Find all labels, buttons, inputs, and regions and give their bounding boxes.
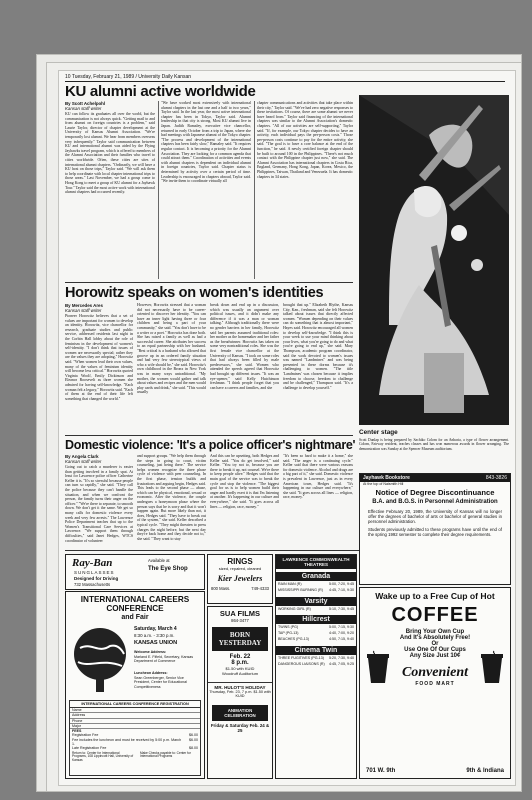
rayban-available: Available at (148, 558, 170, 563)
movie-listing (276, 587, 356, 593)
fee-label: Registration Fee (72, 733, 99, 738)
story2-role: Kansan staff writer (65, 308, 102, 313)
story3-role: Kansan staff writer (65, 459, 102, 464)
theatres-brand: LAWRENCE COMMONWEALTH THEATRES (276, 555, 356, 569)
convenient-food-mart-coffee-ad (359, 587, 511, 779)
coffee-headline: Wake up to a Free Cup of Hot (375, 591, 495, 601)
theatre-venue: Granada (276, 572, 356, 581)
international-careers-ad (65, 591, 205, 779)
photo-caption-title: Center stage (359, 429, 398, 436)
jayhawk-bookstore-notice-ad (359, 473, 511, 585)
rings-address: 800 Mass. (211, 586, 231, 591)
story2-author: By Mercedes Ares (65, 303, 103, 308)
story1-role: Kansan staff writer (65, 106, 102, 111)
story3-author: By Angela Clark (65, 454, 99, 459)
notice-title: Notice of Degree Discontinuance (375, 488, 495, 498)
careers-and-fair: and Fair (121, 614, 149, 621)
coffee-line-4: Any Size Just 10¢ (409, 652, 461, 659)
convenient-brand-sub: FOOD MART (415, 680, 455, 687)
careers-welcome-speaker: Marland E. Fifield, Secretary, Kansas Department of Commerce (134, 655, 194, 664)
movie-times: 5:10, 7:30, 9:45 (329, 606, 354, 611)
careers-date: Saturday, March 4 (134, 626, 177, 632)
careers-lunch-speaker: Sean Greenberger, Senior Vice President, Center for Educational Competitiveness (134, 676, 187, 689)
movie-title: TWINS (PG) (278, 624, 299, 629)
rayban-brand: Ray-Ban (72, 557, 113, 569)
form-fee-row (70, 738, 200, 747)
sua-film-date: Feb. 22 (229, 654, 251, 660)
rayban-sunglasses-ad (65, 554, 205, 590)
coffee-big-word: COFFEE (391, 603, 479, 626)
story1-column-2: "We have worked most extensively with international alumni chapters in the last one and a half to two years," Taylor said. In the last year, the most active international chapter has been in Tokyo, Taylor said. Alumni leadership in that city is strong. Most KU alumni live in Japan. Judith Ramaley, executive vice chancellor, returned in early October from a trip to Japan, where she had meetings with Japanese alumni of the Tokyo chapter. "The process and development of the international chapters has been fairly slow," Ramaley said. "It requires regular contact. It is becoming a priority for the Alumni Association. They are looking for a common agenda that could attract them." Coordination of activities and events with alumni chapters is dependent on individual alumni in foreign countries, Taylor said. Chapter status is determined by activity over a certain period of time. Leadership is encouraged in chapters abroad, Taylor said. "We invite them to coordinate virtually all (161, 101, 251, 184)
story2-column-4: brought that up." Elizabeth Blythe, Kansas City, Kan., freshman, said she felt Horowitz talked about issues that directly affected women. "Women depending on their values can do something that is almost important," Hayes said. Horowitz encouraged all women to develop self-knowledge. "I think this is your week to use your mind thinking about your lives, what you're going to do and what you're going to end up," she said. Mary Thompson, academic program coordinator, said the work devoted to women's issues was named "Landmines" and was being presented in these dorms because it's challenging to women. "The title 'Landmines' was chosen because it implies freedom to choose, freedom to challenge and be challenged," Thompson said. "It's a challenge to develop yourself." (283, 303, 353, 390)
kier-rings-ad (207, 554, 273, 604)
story2-column-3: break down and end up in a discussion, which was usually an argument over political issues, and it didn't make any difference if it was a man or woman talking." Although traditionally there were no gender barriers in her family, Horowitz said her parents assumed traditional roles: her mother as the homemaker and her father as the breadwinner. Horowitz has taken on some very nontraditional roles. She was the first female vice chancellor at the University of Kansas. "I took on some roles that had always been filled by male predecessors," she said. Women who attended the speech agreed that Horowitz had brought up different issues. "It was an eye-opener," said Kelly Hutchinson freshman. "I think people forget that you can have a careers and families, and she (210, 303, 279, 390)
sua-film3-info: Friday & Saturday Feb. 24 & 25 (210, 722, 270, 733)
sua-org: SUA FILMS (219, 609, 261, 618)
sua-film-venue: Woodruff Auditorium (221, 671, 259, 676)
notice-paragraph-1: Effective February 20, 1989, the University of Kansas will no longer offer the degrees of bachelor of arts or bachelor of general studies in personnel administration. (368, 508, 502, 524)
rings-contact (208, 583, 272, 591)
commonwealth-theatres-ad (275, 554, 357, 779)
movie-title: MISSISSIPPI BURNING (R) (278, 588, 323, 593)
center-stage-photo (359, 95, 509, 425)
fee-amount: $8.00 (189, 746, 198, 751)
rings-services: sized, repaired, cleaned (218, 566, 262, 571)
coffee-location (366, 768, 504, 774)
movie-times: 4:45, 7:05, 9:25 (329, 662, 354, 667)
fee-amount: $6.00 (189, 737, 198, 742)
coffee-or: Or (431, 640, 439, 647)
rings-title: RINGS (227, 557, 253, 566)
column-divider (254, 101, 255, 279)
sua-phone: 864-3477 (231, 618, 249, 623)
story2-column-2: However, Horowitz stressed that a woman did not necessarily have to be career-oriented to discover her identity. "You can have an inner light having three or four children and being a part of your community," she said. "You don't have to be a writer or a poet." Horowitz has done both. She has raised a family as well as had a successful career. She attributes her success to an equal partnership with her husband. "Best critical is a husband who allowed that groove up in an ordered family situation and had very few stereotypical views of who a wife should be," she said. Horowitz's own childhood in the Bronx in New York was in many ways untraditional. "My mother, the women would gather and talk about values and recipes and the men would play cards and drink," she said. "This would usually (137, 303, 206, 395)
story3-headline: Domestic violence: 'It's a police officer's nightmare' (65, 438, 356, 452)
form-field-label: Address (72, 713, 86, 718)
coffee-line-3: Use One Of Our Cups (404, 646, 466, 653)
theatre-venue: Cinema Twin (276, 646, 356, 655)
bookstore-hours: At the top of Naismith Hill (363, 482, 404, 486)
form-return-address: Return to: Center for International Programs, 108 Lippincott Hall, University of Kansas (72, 750, 134, 763)
form-field-label: Name (72, 708, 82, 712)
rings-store: Kier Jewelers (217, 574, 263, 583)
coffee-corner: 9th & Indiana (466, 768, 504, 774)
flower-arrangement-photo-illustration (359, 95, 509, 425)
story1-column-3: chapter communications and activities that take place within their city," Taylor said. "We've had zero negative responses to these invitations. Of course, there are some alumni we never have heard from." Taylor said financing of the international chapters was similar to the Alumni Association's domestic chapters. "All of our activities are self-supporting," Taylor said. "If, for example, our Tokyo chapter decides to have an activity, each individual pays the per-person costs." Those per-person costs continue to pay for the entire activity, she said. "The goal is to have a core balance at the end of the function," he said. A newly certified foreign chapter should be built to around 100 in the Philippines. "There's not much contact with the Philippine chapter just now," she said. The Alumni Association has international chapters in Costa Rica, England, Germany, Hong Kong, Japan, Korea, Mexico, the Philippines, Taiwan, Thailand and Venezuela. It has domestic chapters in 34 states. (257, 101, 353, 179)
rayban-tagline: Designed for Driving (74, 576, 119, 581)
story1-column-1: KU can follow its graduates all over the world, but the communication is not always quick. "Getting mail to and from alumni on foreign countries is a problem," said Laurie Taylor, director of chapter development at the University of Kansas Alumni Association. "We're temporarily lost alumni. We hear from members overseas very infrequently." Taylor said communication between KU and international alumni was aided by the Flying Jayhawks travel program, which is offered to members of the Alumni Association and their families who travel to cities worldwide. Often, these cities are sites of international alumni chapters. "Ordinarily, we will have a KU host on those trips," Taylor said. "We will ask them to help coordinate with local chapter international trips to those areas." Last November, we had a group come to Hong Kong to meet a group of KU alumni for a Jayhawk Tour." Taylor said the most active work with international alumni chapters had occurred recently. (65, 112, 155, 195)
sua-film2-title: MR. HULOT'S HOLIDAY (208, 682, 272, 690)
story-separator (65, 435, 353, 436)
story-separator (65, 282, 353, 283)
story3-column-4: "It's been so hard to make it a home," she said. "The anger is a continuing cycle." Keller said that there were various reasons for domestic violence. Alcohol and drugs are a big part of it," she said. Domestic violence is prevalent in Lawrence, just as in every American town, Hedges said. "It's happening in our culture and everywhere," she said. "It goes across all lines — religion, race, money." (283, 454, 353, 500)
form-fees-label: FEES (72, 729, 82, 734)
story3-column-3: And this can be upsetting, both Hedges and Keller said. "You do get involved," said Keller. "You try not to, because you are there to break it up, not counsel. We're there to keep people alive." Hedges said that the main goal of the service was to break the cycle and stop the violence. "The biggest goal for us is to help women build their anger and hardly exert it is that I'm listening at another. It's happening in our culture and everywhere," she said. "It goes across all lines — religion, race, money." (210, 454, 279, 509)
story1-author: By Scott Achelpohl (65, 101, 106, 106)
story3-column-2: and support groups. "We help them through the steps in going to court, victim counseling, just being there." The service helps women recognize the three phase cycle of violence with peer counseling. In the first phase, tension builds and frustrations and arguing begin, Hedges said. This leads to the second phase — abuse, which can be physical, emotional, sexual or economic. After the violence, the couple undergoes a honeymoon phase where the person says that he is sorry and that it won't happen again. But more likely than not, it does, Hedges said. "They have to break out of the system," she said. Keller described a typical cycle. "They might threaten to press charges the night before, but the next day they're back home and they decide not to," she said. "They want to stay (137, 454, 206, 541)
movie-times: 4:50, 7:15, 9:40 (329, 637, 354, 642)
movie-title: WORKING GIRL (R) (278, 606, 311, 611)
rayban-store: The Eye Shop (148, 566, 188, 572)
form-field-label: Phone (72, 718, 83, 723)
movie-listing (276, 606, 356, 612)
movie-listing (276, 636, 356, 642)
story3-column-1: Going out to catch a murderer is easier than getting involved in a family spat. At least for Lawrence police officer Catherine Keller it is. "It's so stressful because people can turn so rapidly," she said. "They call the police because they can't handle the situation, and when we confront the person, the family turns their anger on the officer." "We're there to separate, to smooth down. We don't get it the same. We get so many calls for domestic violence every week and very few arrests." The Lawrence Police Department teaches that up to the Women's Transitional Care Services at Lawrence. "We support them through difficulties," said Janet Hedges, WTCS coordinator of volunteer (65, 465, 133, 543)
sua-film-time: 8 p.m. (231, 660, 249, 666)
theatre-venue: Varsity (276, 597, 356, 606)
bookstore-phone: 843-3826 (485, 475, 507, 481)
careers-place: KANSAS UNION (134, 640, 178, 646)
story2-column-1: Pioneer Horowitz believes that a set of values are important for women to develop an identity. Horowitz, vice chancellor for research, graduate studies and public service, addressed residents last night in the Corbin Hall lobby about the role of feminism in the development of women's self-identity. "I don't think that issues of women are necessarily special; rather they are the values they are adopting," Horowitz said. "When women lead their own values, many of the values of feminism identity will become less critical." Horowitz quoted Virginia Woolf, Emily Dickinson and Eleanor Roosevelt as three women she admired for having self-knowledge. "Each woman felt a legacy," Horowitz said. "Each of them at the end of their life left something that changed the world." (65, 314, 133, 401)
movie-title: RAIN MAN (R) (278, 582, 302, 586)
fee-label: Late Registration Fee (72, 746, 107, 751)
sua-films-ad (207, 606, 273, 779)
movie-listing (276, 661, 356, 667)
coffee-address: 701 W. 9th (366, 768, 396, 774)
careers-welcome-label: Welcome Address: (134, 650, 167, 654)
newspaper-page (58, 70, 516, 786)
theatre-venue: Hillcrest (276, 615, 356, 624)
story2-headline: Horowitz speaks on women's identities (65, 285, 324, 301)
fee-label: Fee includes the luncheon and must be received by 5:00 p.m. March 1. (72, 737, 182, 747)
story1-byline (65, 101, 105, 111)
globe-figure-icon (70, 624, 130, 694)
rings-phone: 749-4333 (251, 586, 269, 591)
movie-title: THREE FUGITIVES (PG-13) (278, 655, 324, 660)
movie-title: BEACHES (PG-13) (278, 637, 309, 642)
coffee-cup-icon (479, 650, 505, 684)
convenient-brand: Convenient (401, 664, 469, 680)
careers-registration-form (69, 700, 201, 776)
coffee-line-2: And It's Absolutely Free! (399, 634, 471, 641)
form-payable-note: Make Checks payable to: Center for International Programs (140, 750, 191, 759)
movie-times: 5:00, 7:15, 9:30 (329, 624, 354, 629)
movie-title: TAP (PG-13) (278, 631, 299, 636)
careers-lunch-label: Luncheon Address: (134, 671, 168, 675)
notice-paragraph-2: Students previously admitted to these programs have until the end of the spring 1992 semester to complete their degree requirements. (368, 526, 502, 537)
fee-amount: $6.00 (189, 733, 198, 738)
bookstore-header (360, 474, 510, 482)
form-field-label: Major (72, 723, 81, 728)
movie-title: DANGEROUS LIAISONS (R) (278, 662, 325, 667)
story3-byline (65, 454, 101, 464)
column-divider (158, 101, 159, 279)
careers-time: 8:30 a.m. - 3:30 p.m. (134, 633, 175, 638)
sua-film3-title: ANIMATION CELEBRATION (212, 705, 268, 721)
photo-caption-text: Scott Dunlap is being prepared by Sachiko Colom for an Anbaria, a type of flower arrangement. Colom, Fairway resident, teaches classes and has won numerous awards in flower arranging. The demonstration was Sunday at the Spencer Museum auditorium. (359, 438, 509, 451)
story1-headline: KU alumni active worldwide (65, 83, 256, 100)
form-title: INTERNATIONAL CAREERS CONFERENCE REGISTRATION (70, 701, 200, 708)
rayban-address: 732 Massachusetts (74, 582, 111, 587)
movie-times: 5:00, 7:20, 9:45 (329, 582, 354, 586)
sua-film-price: $1.50 with KUID (225, 666, 255, 671)
notice-subtitle: B.A. and B.G.S. in Personnel Administration (372, 498, 498, 505)
sua-film-title: BORN YESTERDAY (212, 627, 268, 651)
coffee-line-1: Bring Your Own Cup (405, 628, 465, 635)
careers-title: INTERNATIONAL CAREERS CONFERENCE (80, 595, 190, 613)
coffee-cup-icon (365, 650, 391, 684)
page-folio: 10 Tuesday, February 21, 1989 / University Daily Kansan (65, 74, 505, 82)
movie-times: 5:20, 7:30, 9:40 (329, 655, 354, 660)
movie-times: 4:40, 7:00, 9:20 (329, 631, 354, 636)
sua-film2-info: Thursday, Feb. 23, 7 p.m. $1.50 with KUID (209, 690, 271, 699)
form-footer (70, 751, 200, 764)
story2-byline (65, 303, 103, 313)
bookstore-name: Jayhawk Bookstore (363, 475, 410, 481)
movie-times: 4:45, 7:10, 9:30 (329, 588, 354, 593)
rayban-sub: SUNGLASSES (74, 570, 115, 575)
